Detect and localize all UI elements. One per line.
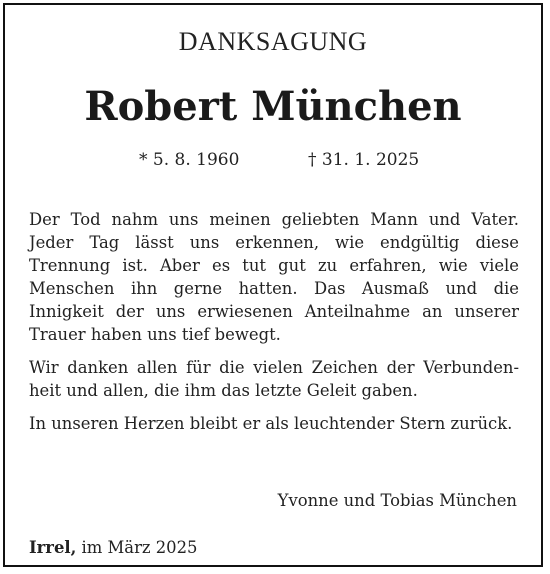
birth-date: * 5. 8. 1960 [139,150,240,170]
death-date: † 31. 1. 2025 [308,150,420,170]
paragraph: Der Tod nahm uns meinen geliebten Mann und Vater. Jeder Tag lässt uns erkennen, wie endgültig diese Trennung ist. Aber es tut gut zu erfahren, wie viele Menschen ihn gerne hatten. Das Ausmaß und die Innigkeit der uns erwiesenen Anteilnahme an unserer Trauer haben uns tief bewegt. [29,210,519,344]
message-body [29,208,519,445]
date: im März 2025 [76,538,198,557]
paragraph: In unseren Herzen bleibt er als leuchtender Stern zurück. [29,414,513,433]
deceased-name: Robert München [84,83,462,130]
place-and-date [29,538,197,557]
signature: Yvonne und Tobias München [277,491,517,510]
obituary-card [3,3,543,567]
place: Irrel, [29,538,77,557]
heading: DANKSAGUNG [178,27,368,56]
paragraph: Wir danken allen für die vielen Zeichen der Verbunden-heit und allen, die ihm das letzte Geleit gaben. [29,358,519,400]
